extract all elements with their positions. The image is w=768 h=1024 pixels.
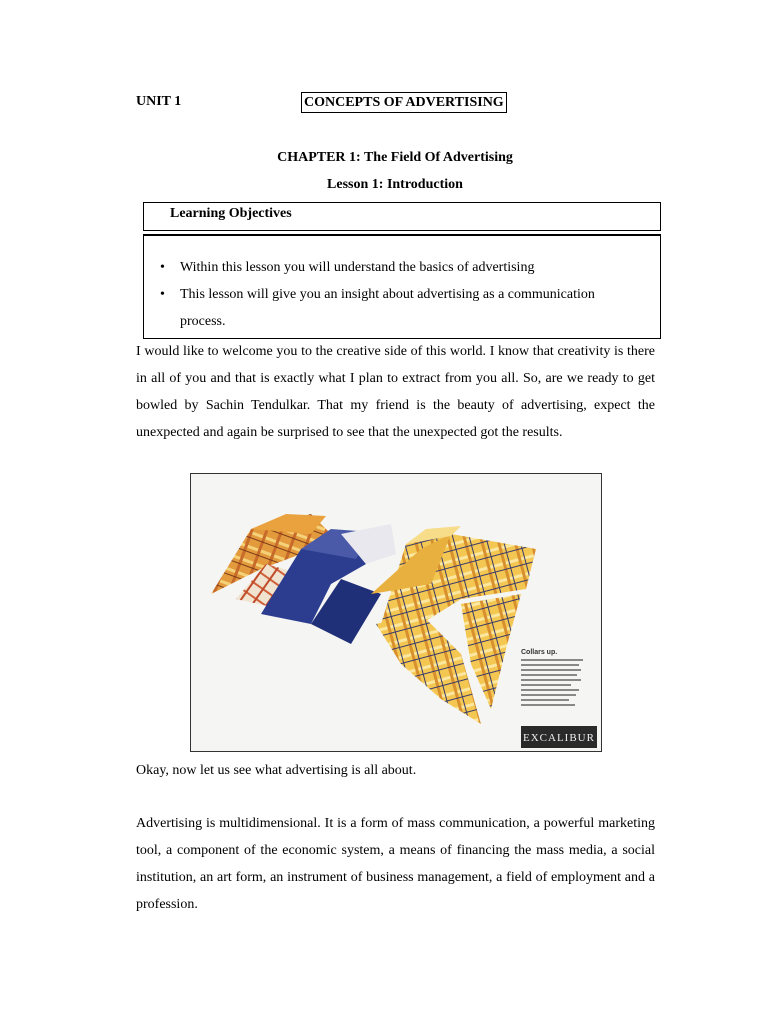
objective-item [160,281,630,335]
bullet-icon: • [160,260,165,275]
objective-item [160,254,630,281]
chapter-title: CHAPTER 1: The Field Of Advertising [277,150,513,165]
definition-paragraph: Advertising is multidimensional. It is a form of mass communication, a powerful marketing tool, a component of the economic system, a means of financing the mass media, a social institution, an art form, an instrument of business management, a field of employment and a profession. [136,816,655,912]
learning-objectives-box [143,234,661,339]
advert-headline: Collars up. [521,649,558,656]
objective-text: This lesson will give you an insight about advertising as a communication process. [180,287,595,329]
unit-number: UNIT 1 [136,94,182,109]
bullet-icon: • [160,287,165,302]
lesson-title: Lesson 1: Introduction [327,177,463,192]
intro-paragraph: I would like to welcome you to the creative side of this world. I know that creativity is there in all of you and that is exactly what I plan to extract from you all. So, are we ready to get bowled by Sachin Tendulkar. That my friend is the beauty of advertising, expect the unexpected and again be surprised to see that the unexpected got the results. [136,344,655,440]
objective-text: Within this lesson you will understand the basics of advertising [180,260,535,275]
advert-image [190,473,602,752]
learning-objectives-heading: Learning Objectives [143,202,661,231]
transition-paragraph: Okay, now let us see what advertising is all about. [136,763,417,778]
brand-logo: EXCALIBUR [523,732,595,744]
unit-title: CONCEPTS OF ADVERTISING [301,92,507,113]
